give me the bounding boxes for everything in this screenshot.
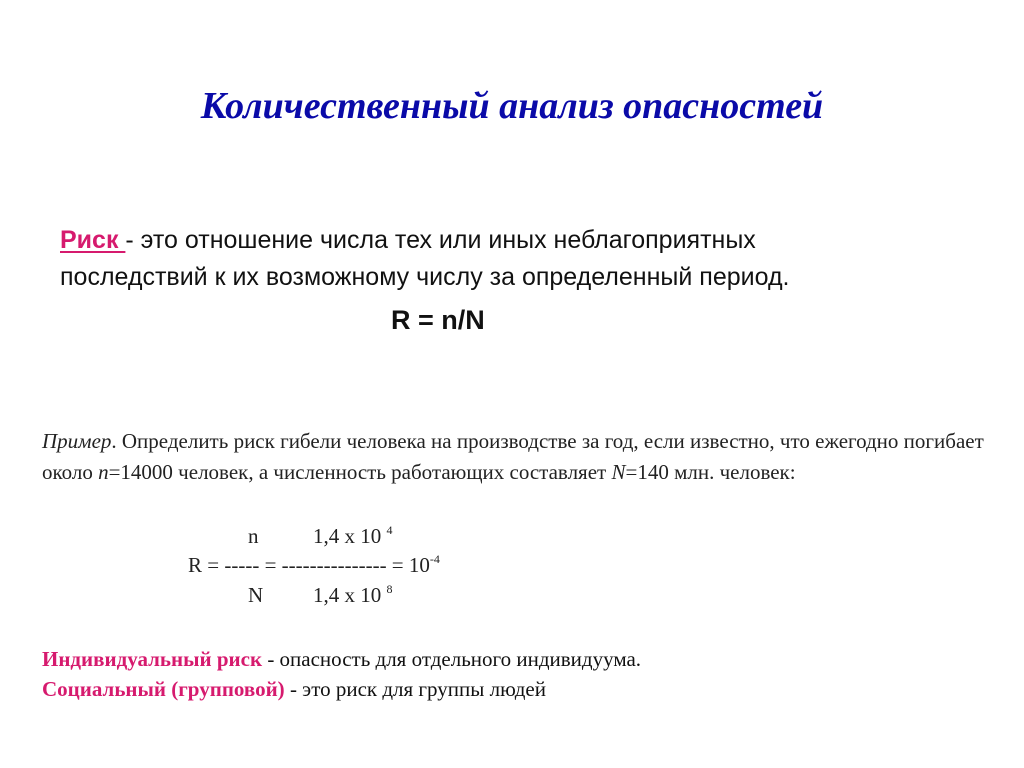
calc-numerator-exp: 4: [386, 523, 393, 537]
definition-text-line1: - это отношение числа тех или иных неблагоприятных: [125, 226, 756, 254]
example-label: Пример: [42, 429, 112, 453]
calc-equation-text: R = ----- = --------------- = 10: [188, 553, 430, 577]
risk-type-social: [42, 674, 1002, 704]
risk-definition: [60, 222, 1000, 296]
risk-type-description: - опасность для отдельного индивидуума.: [262, 647, 642, 671]
slide-title: Количественный анализ опасностей: [200, 85, 824, 127]
definition-text-line2: последствий к их возможному числу за определенный период.: [60, 263, 790, 291]
main-formula: R = n/N: [391, 305, 485, 335]
calc-denominator-base: 1,4 х 10: [313, 583, 387, 607]
risk-type-name: Социальный (групповой): [42, 677, 285, 701]
example-text: . Определить риск гибели человека на производстве за год, если известно, что ежегодно погибает около: [42, 429, 984, 484]
calc-denominator-value: [313, 580, 393, 610]
risk-type-name: Индивидуальный риск: [42, 647, 263, 671]
calc-numerator-symbol: n: [248, 524, 259, 548]
risk-types: [42, 644, 1002, 704]
risk-term: Риск: [60, 226, 126, 254]
risk-type-individual: [42, 644, 1002, 674]
example-N-symbol: N: [611, 460, 626, 484]
calc-equation-exp: -4: [429, 552, 440, 566]
calc-equation: [188, 550, 440, 580]
example-N-value: =140 млн. человек:: [625, 460, 796, 484]
example-paragraph: [42, 426, 1002, 488]
calc-numerator-value: [313, 521, 393, 551]
calc-numerator-base: 1,4 х 10: [313, 524, 387, 548]
calc-denominator-exp: 8: [386, 582, 393, 596]
calc-denominator-symbol: N: [248, 583, 264, 607]
example-n-value: =14000 человек, а численность работающих составляет: [108, 460, 612, 484]
risk-type-description: - это риск для группы людей: [284, 677, 546, 701]
example-n-symbol: n: [98, 460, 109, 484]
